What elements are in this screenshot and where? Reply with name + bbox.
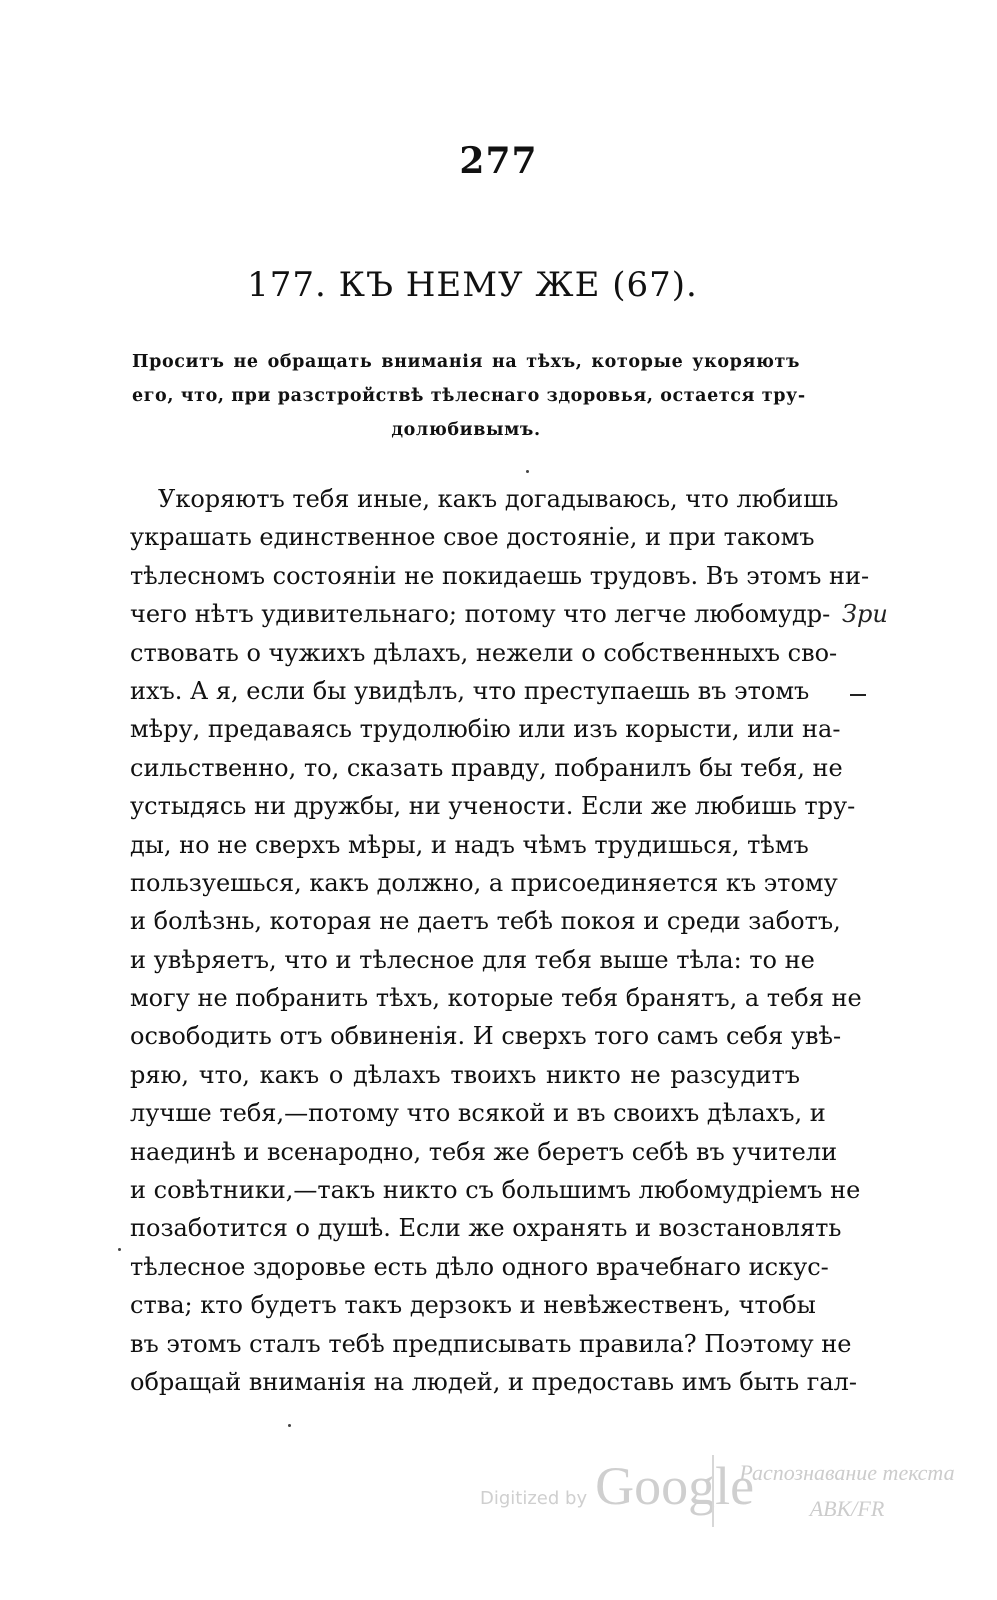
body-line: Укоряютъ тебя иные, какъ догадываюсь, что любишь [158, 485, 839, 513]
summary-line: долюбивымъ. [391, 420, 541, 440]
ink-speck [118, 1248, 121, 1251]
body-line: устыдясь ни дружбы, ни учености. Если же любишь тру- [130, 792, 856, 821]
letter-title: 177. КЪ НЕМУ ЖЕ (67). [247, 265, 698, 305]
body-line: пользуешься, какъ должно, а присоединяется къ этому [130, 868, 838, 897]
body-line: обращай вниманія на людей, и предоставь имъ быть гал- [130, 1367, 858, 1396]
body-line: сильственно, то, сказать правду, побранилъ бы тебя, не [130, 753, 843, 782]
body-line: ды, но не сверхъ мѣры, и надъ чѣмъ трудишься, тѣмъ [130, 830, 809, 859]
body-line: ства; кто будетъ такъ дерзокъ и невѣжественъ, чтобы [130, 1291, 816, 1320]
body-line: украшать единственное свое достояніе, и при такомъ [130, 523, 815, 552]
body-line: освободить отъ обвиненія. И сверхъ того самъ себя увѣ- [130, 1022, 842, 1051]
stamp-line: ABK/FR [809, 1496, 885, 1521]
body-line: ствовать о чужихъ дѣлахъ, нежели о собственныхъ сво- [130, 638, 838, 667]
summary-line: Проситъ не обращать вниманія на тѣхъ, которые укоряютъ [132, 352, 800, 372]
body-line: могу не побранить тѣхъ, которые тебя бранятъ, а тебя не [130, 984, 862, 1013]
body-line: тѣлесномъ состояніи не покидаешь трудовъ. Въ этомъ ни- [130, 561, 870, 590]
ocr-stamp [712, 1455, 972, 1527]
google-logo: Google [595, 1456, 755, 1516]
body-line: въ этомъ сталъ тебѣ предписывать правила? Поэтому не [130, 1329, 852, 1358]
body-line: чего нѣтъ удивительнаго; потому что легче любомудр- [130, 600, 831, 629]
body-line: мѣру, предаваясь трудолюбію или изъ корысти, или на- [130, 715, 841, 744]
ink-speck [526, 470, 529, 473]
margin-handwritten-note: Зри [842, 600, 888, 628]
stamp-line: Распознавание текста [739, 1460, 955, 1485]
body-line: лучше тебя,—потому что всякой и въ своихъ дѣлахъ, и [130, 1099, 826, 1128]
digitized-by-label: Digitized by [480, 1488, 588, 1509]
ink-speck [288, 1424, 291, 1427]
body-line: ихъ. А я, если бы увидѣлъ, что преступаешь въ этомъ [130, 676, 810, 705]
body-line: позаботится о душѣ. Если же охранять и возстановлять [130, 1214, 842, 1243]
margin-dash-mark [850, 694, 866, 696]
page-number: 277 [459, 140, 538, 182]
body-line: ряю, что, какъ о дѣлахъ твоихъ никто не разсудитъ [130, 1060, 800, 1089]
body-line: и болѣзнь, которая не даетъ тебѣ покоя и среди заботъ, [130, 907, 841, 936]
letter-summary [132, 345, 806, 447]
summary-line: его, что, при разстройствѣ тѣлеснаго здоровья, остается тру- [132, 386, 806, 406]
body-line: и совѣтники,—такъ никто съ большимъ любомудріемъ не [130, 1176, 861, 1205]
body-line: тѣлесное здоровье есть дѣло одного врачебнаго искус- [130, 1252, 829, 1281]
body-line: и увѣряетъ, что и тѣлесное для тебя выше тѣла: то не [130, 945, 815, 974]
body-line: наединѣ и всенародно, тебя же беретъ себѣ въ учители [130, 1137, 838, 1166]
